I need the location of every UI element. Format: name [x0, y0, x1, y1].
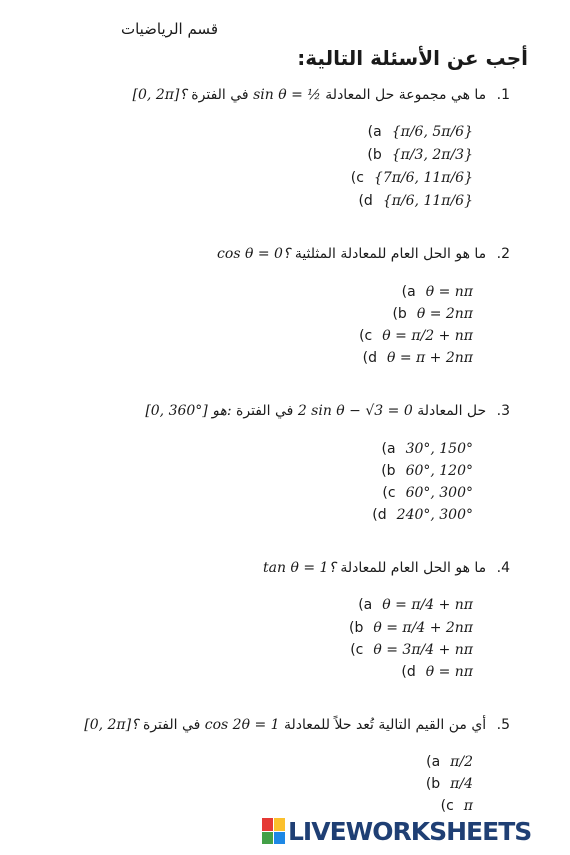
question-text-end: في الفترة — [236, 403, 294, 419]
option-letter: (c — [359, 328, 373, 344]
question-text-end: في الفترة — [142, 717, 201, 733]
option-value: π/4 — [450, 776, 473, 792]
liveworksheets-text: LIVEWORKSHEETS — [288, 816, 532, 846]
option-5b[interactable] — [0, 776, 473, 792]
option-1b[interactable] — [0, 147, 473, 163]
option-letter: (b — [367, 147, 382, 163]
option-1d[interactable] — [0, 193, 473, 209]
question-text: ما هو الحل العام للمعادلة المثلثية — [294, 246, 487, 262]
option-value: θ = 3π/4 + nπ — [373, 642, 473, 658]
option-value: π — [463, 798, 473, 814]
option-letter: (a — [381, 441, 396, 457]
option-value: θ = π/2 + nπ — [382, 328, 473, 344]
option-letter: (b — [392, 306, 407, 322]
option-letter: (a — [358, 597, 373, 613]
question-equation: 2 sin θ − √3 = 0 — [297, 403, 413, 419]
option-4d[interactable] — [0, 664, 473, 680]
option-letter: (a — [367, 124, 382, 140]
option-letter: (c — [350, 642, 364, 658]
question-number: 5. — [496, 717, 510, 733]
option-letter: (d — [358, 193, 373, 209]
department-label: قسم الرياضيات — [120, 20, 218, 38]
option-3d[interactable] — [0, 507, 473, 523]
option-2a[interactable] — [0, 284, 473, 300]
option-letter: (c — [440, 798, 454, 814]
option-value: 240°, 300° — [396, 507, 473, 523]
option-5a[interactable] — [0, 754, 473, 770]
option-value: θ = nπ — [425, 284, 473, 300]
option-4b[interactable] — [0, 620, 473, 636]
option-value: 30°, 150° — [405, 441, 473, 457]
option-value: θ = π + 2nπ — [386, 350, 473, 366]
question-5 — [0, 717, 510, 733]
option-4c[interactable] — [0, 642, 473, 658]
question-text: حل المعادلة — [417, 403, 487, 419]
question-text-end: في الفترة — [191, 87, 249, 103]
option-1c[interactable] — [0, 170, 473, 186]
question-2 — [0, 246, 510, 262]
question-equation: tan θ = 1؟ — [263, 560, 336, 576]
question-number: 3. — [496, 403, 510, 419]
option-value: θ = 2nπ — [416, 306, 473, 322]
option-3a[interactable] — [0, 441, 473, 457]
option-letter: (d — [362, 350, 377, 366]
option-2b[interactable] — [0, 306, 473, 322]
question-equation: sin θ = ½ — [253, 87, 321, 103]
question-interval: [0, 2π]؟ — [84, 717, 139, 733]
option-value: {π/6, 11π/6} — [382, 193, 473, 209]
option-letter: (a — [426, 754, 441, 770]
question-3 — [0, 403, 510, 419]
option-value: π/2 — [450, 754, 473, 770]
option-4a[interactable] — [0, 597, 473, 613]
question-text: أي من القيم التالية تُعد حلاً للمعادلة — [284, 717, 487, 733]
liveworksheets-logo — [262, 814, 531, 848]
option-letter: (a — [401, 284, 416, 300]
question-text: ما هو الحل العام للمعادلة — [340, 560, 487, 576]
option-value: θ = nπ — [425, 664, 473, 680]
option-value: θ = π/4 + nπ — [382, 597, 473, 613]
option-letter: (c — [350, 170, 364, 186]
option-letter: (d — [401, 664, 416, 680]
question-equation: cos 2θ = 1 — [204, 717, 280, 733]
option-value: {π/6, 5π/6} — [391, 124, 473, 140]
option-letter: (b — [425, 776, 441, 792]
option-3b[interactable] — [0, 463, 473, 479]
option-2d[interactable] — [0, 350, 473, 366]
option-value: 60°, 300° — [405, 485, 473, 501]
option-value: {7π/6, 11π/6} — [373, 170, 473, 186]
option-5c[interactable] — [0, 798, 473, 814]
question-1 — [0, 87, 510, 103]
question-equation: cos θ = 0؟ — [217, 246, 291, 262]
option-value: {π/3, 2π/3} — [391, 147, 473, 163]
option-1a[interactable] — [0, 124, 473, 140]
liveworksheets-icon — [262, 818, 284, 844]
option-value: θ = π/4 + 2nπ — [373, 620, 473, 636]
question-interval: [0, 2π]؟ — [132, 87, 187, 103]
question-number: 1. — [496, 87, 510, 103]
question-number: 2. — [496, 246, 510, 262]
question-4 — [0, 560, 510, 576]
logo-square-yellow — [274, 818, 285, 831]
logo-square-blue — [274, 832, 285, 845]
option-3c[interactable] — [0, 485, 473, 501]
option-letter: (b — [349, 620, 364, 636]
option-letter: (d — [372, 507, 387, 523]
question-text: ما هي مجموعة حل المعادلة — [325, 87, 487, 103]
option-value: 60°, 120° — [405, 463, 473, 479]
question-interval: [0, 360°] هو: — [145, 403, 232, 419]
option-letter: (c — [382, 485, 396, 501]
option-2c[interactable] — [0, 328, 473, 344]
logo-square-red — [262, 818, 273, 831]
logo-square-green — [262, 832, 273, 845]
instruction-heading: أجب عن الأسئلة التالية: — [297, 46, 528, 70]
option-letter: (b — [381, 463, 396, 479]
question-number: 4. — [496, 560, 510, 576]
